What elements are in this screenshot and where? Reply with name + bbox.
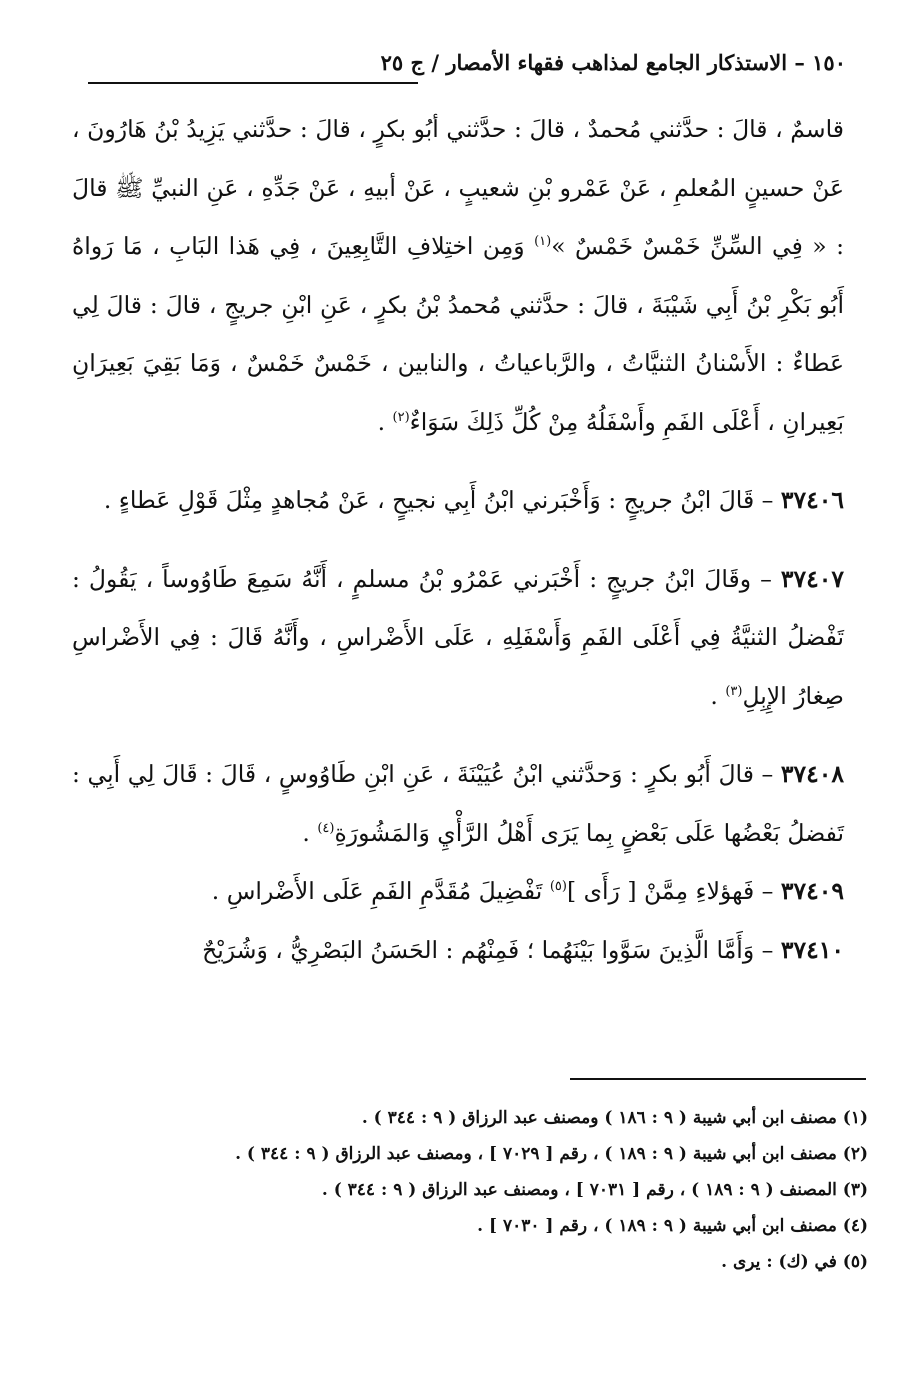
paragraph-37407 (72, 550, 844, 726)
paragraph-text: وَمِن اختِلافِ التَّابِعِينَ ، فِي هَذا البَابِ ، مَا رَواهُ أَبُو بَكْرِ بْنُ أَبِي شَيْبَةَ ، قالَ : حدَّثني مُحمدُ بْنُ بكرٍ ، عَنِ ابْنِ جريجٍ ، قالَ : قالَ لِي عَطاءٌ : الأَسْنانُ الثنيَّاتُ ، والرَّباعياتُ ، والنابين ، خَمْسٌ خَمْسٌ ، وَمَا بَقِيَ بَعِيرَانِ بَعِيرانِ ، أَعْلَى الفَمِ وأَسْفَلُهُ مِنْ كُلِّ ذَلِكَ سَوَاءٌ (72, 232, 844, 436)
paragraph-text: – وَأَمَّا الَّذِينَ سَوَّوا بَيْنَهُما ؛ فَمِنْهُم : الحَسَنُ البَصْرِيُّ ، وَشُرَيْحٌ (202, 935, 781, 964)
main-text (72, 100, 844, 979)
paragraph-number: ٣٧٤٠٨ (780, 760, 844, 788)
paragraph-37410 (72, 921, 844, 980)
footnote-marker[interactable]: (١) (534, 234, 552, 250)
paragraph-text: قاسمٌ ، قالَ : حدَّثني مُحمدٌ ، قالَ : حدَّثني أبُو بكرٍ ، قالَ : حدَّثني يَزِيدُ بْنُ هَارُونَ ، عَنْ حسينٍ المُعلمِ ، عَنْ عَمْرو بْنِ شعيبٍ ، عَنْ أبيهِ ، عَنْ جَدِّهِ ، عَنِ النبيِّ ﷺ قالَ : « فِي السِّنِّ خَمْسٌ خَمْسٌ » (72, 115, 844, 260)
footnote-3: (٣) المصنف ( ٩ : ١٨٩ ) ، رقم [ ٧٠٣١ ] ، ومصنف عبد الرزاق ( ٩ : ٣٤٤ ) . (321, 1180, 868, 1200)
paragraph-number: ٣٧٤٠٧ (780, 564, 844, 593)
paragraph-text: تَفْضِيلَ مُقَدَّمِ الفَمِ عَلَى الأَضْراسِ . (211, 877, 550, 905)
paragraph-text: – قالَ أَبُو بكرٍ : وَحدَّثني ابْنُ عُيَيْنَةَ ، عَنِ ابْنِ طَاوُوسٍ ، قَالَ : قَالَ لِي أَبِي : تَفضلُ بَعْضُها عَلَى بَعْضٍ بِما يَرَى أَهْلُ الرَّأْيِ وَالمَشُورَةِ (72, 760, 844, 847)
footnote-1: (١) مصنف ابن أبي شيبة ( ٩ : ١٨٦ ) ومصنف عبد الرزاق ( ٩ : ٣٤٤ ) . (361, 1108, 868, 1128)
header-rule (88, 82, 418, 84)
footnote-marker[interactable]: (٣) (725, 683, 743, 699)
paragraph-text: . (377, 407, 393, 436)
paragraph-text: – وقَالَ ابْنُ جريجٍ : أَخْبَرني عَمْرُو بْنُ مسلمٍ ، أَنَّهُ سَمِعَ طَاوُوساً ، يَقُولُ : تَفْضلُ الثنيَّةُ فِي أَعْلَى الفَمِ وَأَسْفَلِهِ ، عَلَى الأَضْراسِ ، وأَنَّهُ قَالَ : فِي الأَضْراسِ صِغارُ الإِبِلِ (72, 564, 844, 710)
paragraph-37406 (72, 471, 844, 530)
footnote-marker[interactable]: (٥) (549, 879, 567, 895)
paragraph-number: ٣٧٤١٠ (780, 935, 844, 964)
paragraph-text: . (710, 681, 726, 710)
paragraph-text: – فَهؤلاءِ مِمَّنْ [ رَأَى ] (566, 877, 781, 905)
paragraph-text: . (302, 818, 318, 847)
running-header: ١٥٠ – الاستذكار الجامع لمذاهب فقهاء الأمصار / ج ٢٥ (380, 50, 846, 75)
footnote-4: (٤) مصنف ابن أبي شيبة ( ٩ : ١٨٩ ) ، رقم [ ٧٠٣٠ ] . (477, 1216, 868, 1236)
footnote-marker[interactable]: (٢) (392, 409, 410, 425)
paragraph-37408 (72, 745, 844, 862)
footnote-2: (٢) مصنف ابن أبي شيبة ( ٩ : ١٨٩ ) ، رقم [ ٧٠٢٩ ] ، ومصنف عبد الرزاق ( ٩ : ٣٤٤ ) . (235, 1144, 868, 1164)
paragraph-37409 (72, 862, 844, 921)
paragraph-number: ٣٧٤٠٦ (780, 486, 844, 514)
paragraph-text: – قَالَ ابْنُ جريجٍ : وَأَخْبَرني ابْنُ أَبِي نجيحٍ ، عَنْ مُجاهدٍ مِثْلَ قَوْلِ عَطاءٍ . (103, 486, 781, 514)
footnotes (40, 1100, 868, 1280)
footnote-marker[interactable]: (٤) (317, 820, 335, 836)
paragraph-number: ٣٧٤٠٩ (780, 877, 844, 905)
footnote-5: (٥) في (ك) : يرى . (721, 1252, 868, 1272)
footnote-rule (570, 1078, 866, 1080)
paragraph-continuation (72, 100, 844, 451)
